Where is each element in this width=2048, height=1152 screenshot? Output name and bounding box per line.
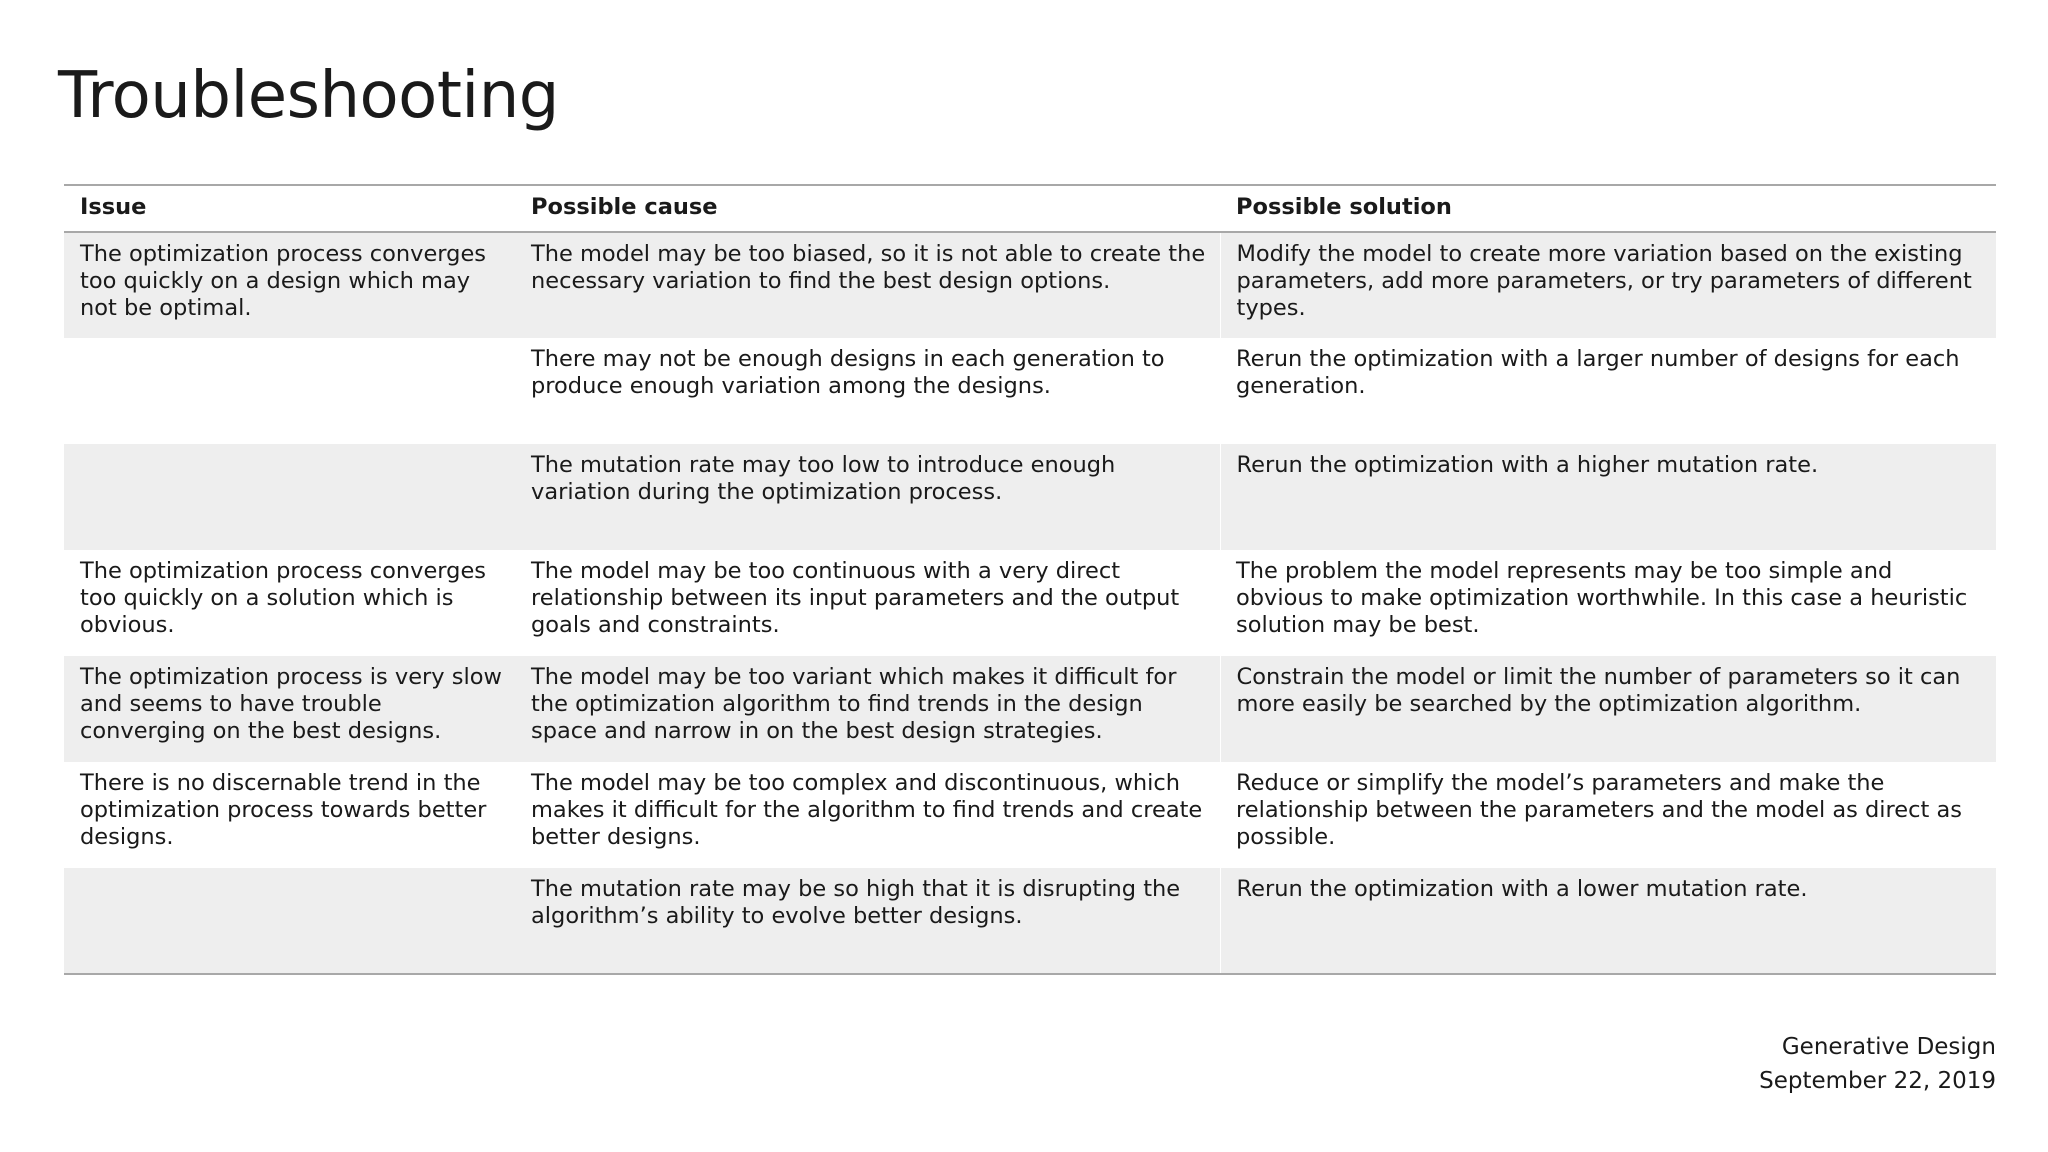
cell-possible-solution: Reduce or simplify the model’s parameters and make the relationship between the parameters and the model as direct as possible. — [1236, 770, 1963, 850]
table-row — [64, 550, 1996, 656]
header-possible-solution: Possible solution — [1236, 194, 1452, 220]
cell-possible-solution: Constrain the model or limit the number of parameters so it can more easily be searched by the optimization algorithm. — [1236, 664, 1961, 717]
footer-document-name: Generative Design — [1781, 1034, 1996, 1060]
cell-issue: The optimization process converges too quickly on a solution which is obvious. — [80, 558, 487, 638]
cell-issue — [64, 444, 515, 550]
table-row — [64, 232, 1996, 338]
cell-issue — [64, 338, 515, 444]
cell-possible-solution: Rerun the optimization with a larger number of designs for each generation. — [1236, 346, 1960, 399]
troubleshooting-table-container — [64, 184, 1996, 975]
table-row — [64, 762, 1996, 868]
table-row — [64, 656, 1996, 762]
cell-possible-cause: There may not be enough designs in each generation to produce enough variation among the designs. — [531, 346, 1165, 399]
cell-issue — [64, 868, 515, 974]
page-title: Troubleshooting — [58, 59, 559, 133]
table-body — [64, 232, 1996, 974]
cell-possible-cause: The mutation rate may too low to introduce enough variation during the optimization process. — [515, 444, 1220, 550]
cell-possible-solution: Rerun the optimization with a higher mutation rate. — [1236, 452, 1819, 478]
header-possible-cause: Possible cause — [531, 194, 718, 220]
cell-possible-cause: The model may be too biased, so it is not able to create the necessary variation to find the best design options. — [515, 232, 1220, 338]
table-row — [64, 444, 1996, 550]
cell-possible-cause: The mutation rate may be so high that it is disrupting the algorithm’s ability to evolve better designs. — [515, 868, 1220, 974]
cell-possible-cause: The model may be too variant which makes it difficult for the optimization algorithm to find trends in the design space and narrow in on the best design strategies. — [515, 656, 1220, 762]
table-header-row — [64, 185, 1996, 232]
table-header — [64, 185, 1996, 232]
table-row — [64, 338, 1996, 444]
cell-possible-solution: Modify the model to create more variation based on the existing parameters, add more parameters, or try parameters of different types. — [1236, 241, 1972, 321]
footer-date: September 22, 2019 — [1759, 1068, 1996, 1094]
cell-issue: There is no discernable trend in the optimization process towards better designs. — [80, 770, 487, 850]
cell-possible-cause: The model may be too continuous with a very direct relationship between its input parameters and the output goals and constraints. — [531, 558, 1180, 638]
footer — [1759, 1030, 1996, 1098]
cell-possible-solution: The problem the model represents may be too simple and obvious to make optimization worthwhile. In this case a heuristic solution may be best. — [1236, 558, 1968, 638]
cell-issue: The optimization process converges too quickly on a design which may not be optimal. — [80, 241, 487, 321]
table-row — [64, 868, 1996, 974]
troubleshooting-table — [64, 184, 1996, 975]
cell-possible-solution: Rerun the optimization with a lower mutation rate. — [1236, 876, 1808, 902]
header-issue: Issue — [80, 194, 147, 220]
cell-issue: The optimization process is very slow and seems to have trouble converging on the best designs. — [80, 664, 502, 744]
cell-possible-cause: The model may be too complex and discontinuous, which makes it difficult for the algorithm to find trends and create better designs. — [531, 770, 1203, 850]
